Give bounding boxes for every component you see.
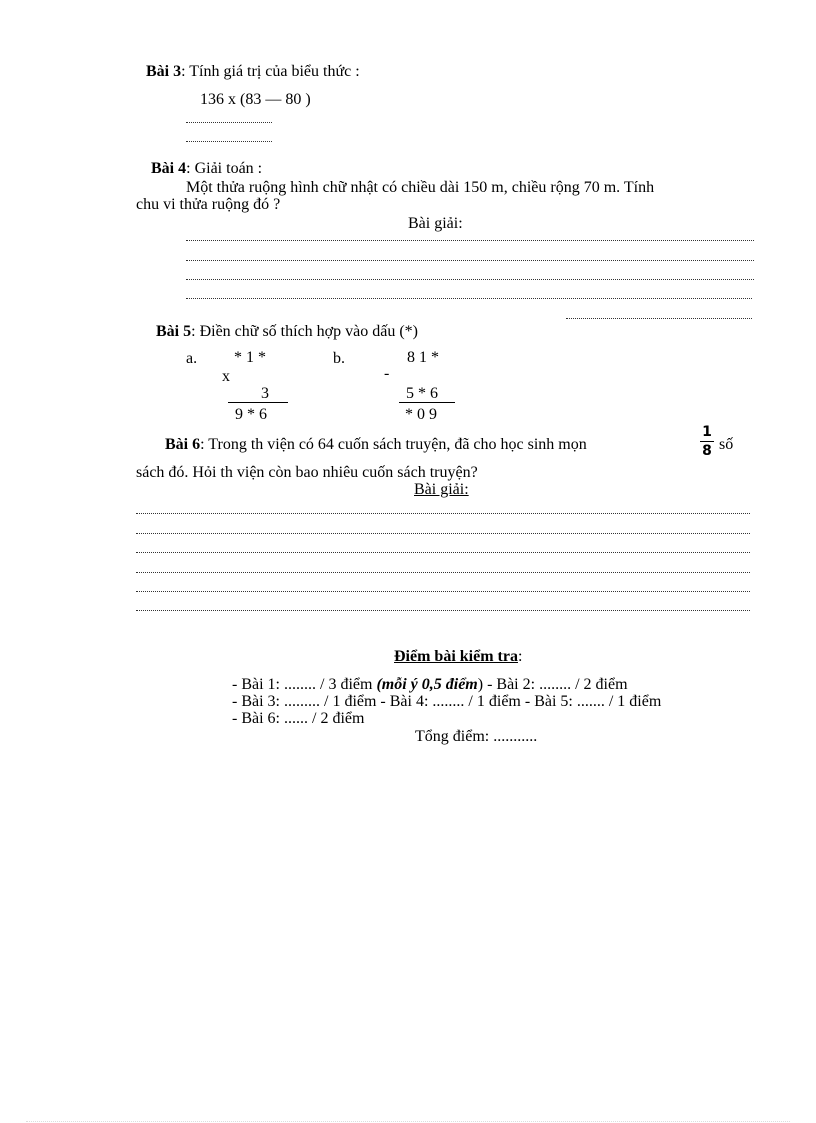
bai5-a-top: * 1 * (234, 349, 266, 366)
bai5-a-operator: x (222, 368, 230, 385)
bai5-a-label: a. (186, 350, 198, 367)
bai5-label: Bài 5 (156, 323, 192, 340)
page-bottom-divider (26, 1121, 790, 1122)
bai5-a-second: 3 (261, 385, 269, 402)
bai3-expression: 136 x (83 — 80 ) (200, 91, 311, 108)
bai4-problem-line2: chu vi thửa ruộng đó ? (136, 196, 281, 213)
bai5-a-rule (228, 402, 288, 403)
bai6-fraction (700, 425, 714, 458)
bai4-solution-heading: Bài giải: (408, 215, 463, 232)
scores-row1-part-a: - Bài 1: ........ / 3 điểm (232, 676, 377, 693)
answer-line[interactable] (136, 610, 750, 611)
answer-line[interactable] (136, 572, 750, 573)
answer-line[interactable] (186, 122, 272, 123)
scores-row1-emphasis: (mỗi ý 0,5 điểm (376, 676, 478, 693)
bai3-heading (146, 63, 360, 81)
bai3-label: Bài 3 (146, 63, 182, 80)
answer-line[interactable] (186, 260, 754, 261)
bai5-heading (156, 323, 418, 341)
answer-line[interactable] (136, 513, 750, 514)
bai4-problem-line1: Một thửa ruộng hình chữ nhật có chiều dài 150 m, chiều rộng 70 m. Tính (186, 179, 655, 196)
answer-line[interactable] (566, 318, 752, 319)
bai4-prompt: : Giải toán : (186, 160, 263, 177)
scores-row1-part-b: ) - Bài 2: ........ / 2 điểm (477, 676, 628, 693)
answer-line[interactable] (186, 279, 754, 280)
bai5-b-top: 8 1 * (407, 349, 439, 366)
scores-row2: - Bài 3: ......... / 1 điểm - Bài 4: ........ / 1 điểm - Bài 5: ....... / 1 điểm (232, 693, 662, 710)
bai6-prompt: : Trong th viện có 64 cuốn sách truyện, đã cho học sinh mọn (200, 436, 587, 453)
scores-row1 (232, 676, 628, 694)
fraction-bar (700, 441, 714, 442)
scores-title: Điểm bài kiểm tra (394, 648, 518, 665)
bai6-solution-heading: Bài giải: (414, 481, 469, 498)
bai5-b-label: b. (333, 350, 345, 367)
bai3-prompt: : Tính giá trị của biểu thức : (181, 63, 360, 80)
bai4-label: Bài 4 (151, 160, 187, 177)
bai6-prompt-tail: số (719, 436, 734, 453)
bai5-b-rule (399, 402, 455, 403)
bai5-b-second: 5 * 6 (406, 385, 438, 402)
scores-heading (394, 648, 522, 666)
answer-line[interactable] (136, 591, 750, 592)
fraction-denominator: 8 (702, 443, 712, 459)
answer-line[interactable] (136, 533, 750, 534)
answer-line[interactable] (186, 298, 752, 299)
bai6-line2: sách đó. Hỏi th viện còn bao nhiêu cuốn sách truyện? (136, 464, 478, 481)
bai6-heading (165, 436, 587, 454)
scores-title-colon: : (517, 648, 523, 665)
bai6-label: Bài 6 (165, 436, 201, 453)
scores-row3: - Bài 6: ...... / 2 điểm (232, 710, 365, 727)
answer-line[interactable] (186, 141, 272, 142)
answer-line[interactable] (186, 240, 754, 241)
bai5-b-result: * 0 9 (405, 406, 437, 423)
bai4-heading (151, 160, 262, 178)
bai5-prompt: : Điền chữ số thích hợp vào dấu (*) (191, 323, 418, 340)
answer-line[interactable] (136, 552, 750, 553)
bai5-b-operator: - (384, 365, 390, 382)
fraction-numerator: 1 (702, 424, 712, 440)
bai5-a-result: 9 * 6 (235, 406, 267, 423)
scores-total: Tổng điểm: ........... (415, 728, 538, 745)
